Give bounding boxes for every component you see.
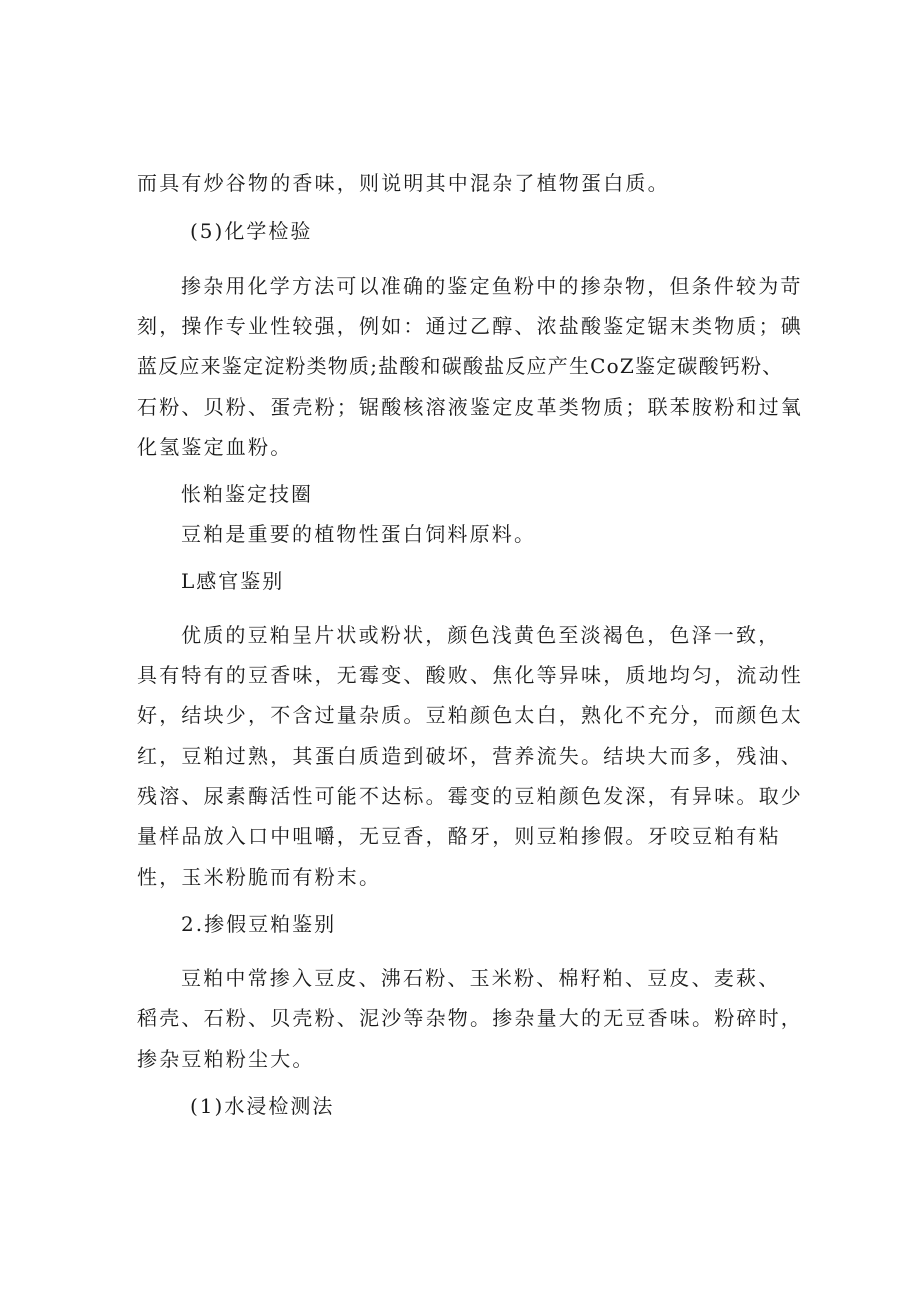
section-heading: (5)化学检验 <box>190 219 313 243</box>
paragraph-line: 化氢鉴定血粉。 <box>137 435 293 459</box>
paragraph-line: 蓝反应来鉴定淀粉类物质;盐酸和碳酸盐反应产生CoZ鉴定碳酸钙粉、 <box>137 354 784 378</box>
section-heading: 怅粕鉴定技圈 <box>181 482 313 506</box>
paragraph-line: 优质的豆粕呈片状或粉状，颜色浅黄色至淡褐色，色泽一致， <box>181 623 781 647</box>
paragraph-line: 性，玉米粉脆而有粉末。 <box>137 865 382 889</box>
paragraph-line: 而具有炒谷物的香味，则说明其中混杂了植物蛋白质。 <box>137 171 670 195</box>
paragraph-line: 量样品放入口中咀嚼，无豆香，酪牙，则豆粕掺假。牙咬豆粕有粘 <box>137 824 781 848</box>
paragraph-line: 豆粕中常掺入豆皮、沸石粉、玉米粉、棉籽粕、豆皮、麦萩、 <box>181 966 781 990</box>
section-heading: 2.掺假豆粕鉴别 <box>181 912 337 936</box>
paragraph-line: 掺杂用化学方法可以准确的鉴定鱼粉中的掺杂物，但条件较为苛 <box>181 274 803 298</box>
paragraph-line: 刻，操作专业性较强，例如：通过乙醇、浓盐酸鉴定锯末类物质；碘 <box>137 314 803 338</box>
section-heading: L感官鉴别 <box>181 569 285 593</box>
section-heading: (1)水浸检测法 <box>190 1094 335 1118</box>
paragraph-line: 豆粕是重要的植物性蛋白饲料原料。 <box>181 522 537 546</box>
paragraph-line: 稻壳、石粉、贝壳粉、泥沙等杂物。掺杂量大的无豆香味。粉碎时， <box>137 1006 803 1030</box>
paragraph-line: 好，结块少，不含过量杂质。豆粕颜色太白，熟化不充分，而颜色太 <box>137 703 803 727</box>
paragraph-line: 掺杂豆粕粉尘大。 <box>137 1047 315 1071</box>
paragraph-line: 红，豆粕过熟，其蛋白质造到破坏，营养流失。结块大而多，残油、 <box>137 744 803 768</box>
paragraph-line: 具有特有的豆香味，无霉变、酸败、焦化等异味，质地均匀，流动性 <box>137 663 803 687</box>
paragraph-line: 残溶、尿素酶活性可能不达标。霉变的豆粕颜色发深，有异味。取少 <box>137 784 803 808</box>
paragraph-line: 石粉、贝粉、蛋壳粉；锯酸核溶液鉴定皮革类物质；联苯胺粉和过氧 <box>137 395 803 419</box>
